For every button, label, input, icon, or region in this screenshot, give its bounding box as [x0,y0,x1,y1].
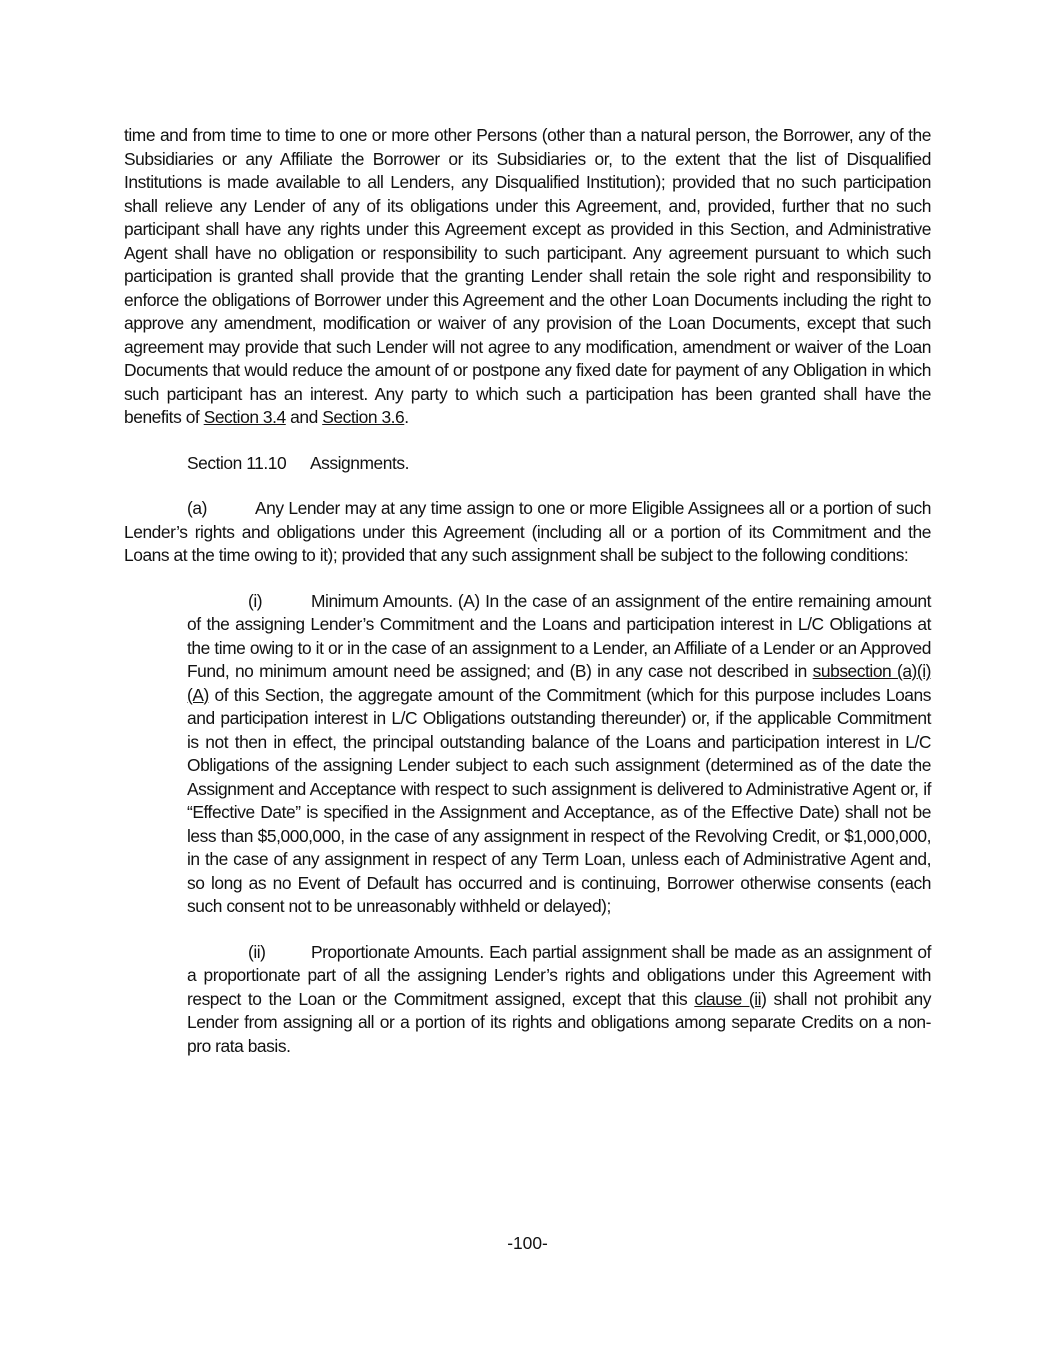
section-number: Section 11.10 [187,452,287,473]
paragraph-a-text: Any Lender may at any time assign to one or more Eligible Assignees all or a portion of such Lender’s rights and obligations under this Agreement (including all or a portion of its Commitment and the Loans at the time owing to it); provided that any such assignment shall be subject to the following conditions: [124,498,931,565]
clause-i-label: (i) [248,590,263,611]
paragraph-a-label: (a) [187,498,207,518]
participation-paragraph [124,124,931,430]
participation-text-and: and [285,407,323,427]
clause-ii-paragraph [187,941,931,1059]
clause-ii-label: (ii) [248,941,266,962]
section-3-4-reference: Section 3.4 [203,407,286,427]
participation-text-end: . [404,407,409,427]
section-heading [124,452,931,476]
clause-i-text: Minimum Amounts. (A) In the case of an assignment of the entire remaining amount of the assigning Lender’s Commitment and the Loans and participation interest in L/C Obligations at the time owing to it or in the case of an assignment to a Lender, an Affiliate of a Lender or an Approved Fund, no minimum amount need be assigned; and (B) in any case not described in [187,590,931,681]
page-number: -100- [507,1233,548,1253]
clause-i-paragraph [187,590,931,919]
paragraph-a [124,497,931,568]
section-title: Assignments. [310,452,409,473]
section-3-6-reference: Section 3.6 [322,407,405,427]
document-page [124,124,931,1080]
clause-ii-text: Proportionate Amounts. Each partial assignment shall be made as an assignment of a proportionate part of all the assigning Lender’s rights and obligations under this Agreement with respect to the Loan or the Commitment assigned, except that this [187,941,931,1009]
clause-ii-reference: clause (ii) [694,988,767,1009]
clause-ii [124,941,931,1059]
clause-i [124,590,931,919]
clause-ii-text-cont: shall not prohibit any Lender from assigning all or a portion of its rights and obligations among separate Credits on a non-pro rata basis. [187,988,932,1056]
clause-i-text-cont: of this Section, the aggregate amount of the Commitment (which for this purpose includes Loans and participation interest in L/C Obligations outstanding thereunder) or, if the applicable Commitment is not then in effect, the principal outstanding balance of the Loans and participation interest in L/C Obligations of the assigning Lender subject to each such assignment (determined as of the date the Assignment and Acceptance with respect to such assignment is delivered to Administrative Agent or, if “Effective Date” is specified in the Assignment and Acceptance, as of the Effective Date) shall not be less than $5,000,000, in the case of any assignment in respect of the Revolving Credit, or $1,000,000, in the case of any assignment in respect of any Term Loan, unless each of Administrative Agent and, so long as no Event of Default has occurred and is continuing, Borrower otherwise consents (each such consent not to be unreasonably withheld or delayed); [187,684,931,916]
participation-text: time and from time to time to one or more other Persons (other than a natural person, the Borrower, any of the Subsidiaries or any Affiliate the Borrower or its Subsidiaries or, to the extent that the list of Disqualified Institutions is made available to all Lenders, any Disqualified Institution); provided that no such participation shall relieve any Lender of any of its obligations under this Agreement, and, provided, further that no such participant shall have any rights under this Agreement except as provided in this Section, and Administrative Agent shall have no obligation or responsibility to such participant. Any agreement pursuant to which such participation is granted shall provide that the granting Lender shall retain the sole right and responsibility to enforce the obligations of Borrower under this Agreement and the other Loan Documents including the right to approve any amendment, modification or waiver of any provision of the Loan Documents, except that such agreement may provide that such Lender will not agree to any modification, amendment or waiver of the Loan Documents that would reduce the amount of or postpone any fixed date for payment of any Obligation in which such participant has an interest. Any party to which such a participation has been granted shall have the benefits of [124,125,931,427]
subsection-reference: subsection (a)(i)(A) [187,661,931,705]
